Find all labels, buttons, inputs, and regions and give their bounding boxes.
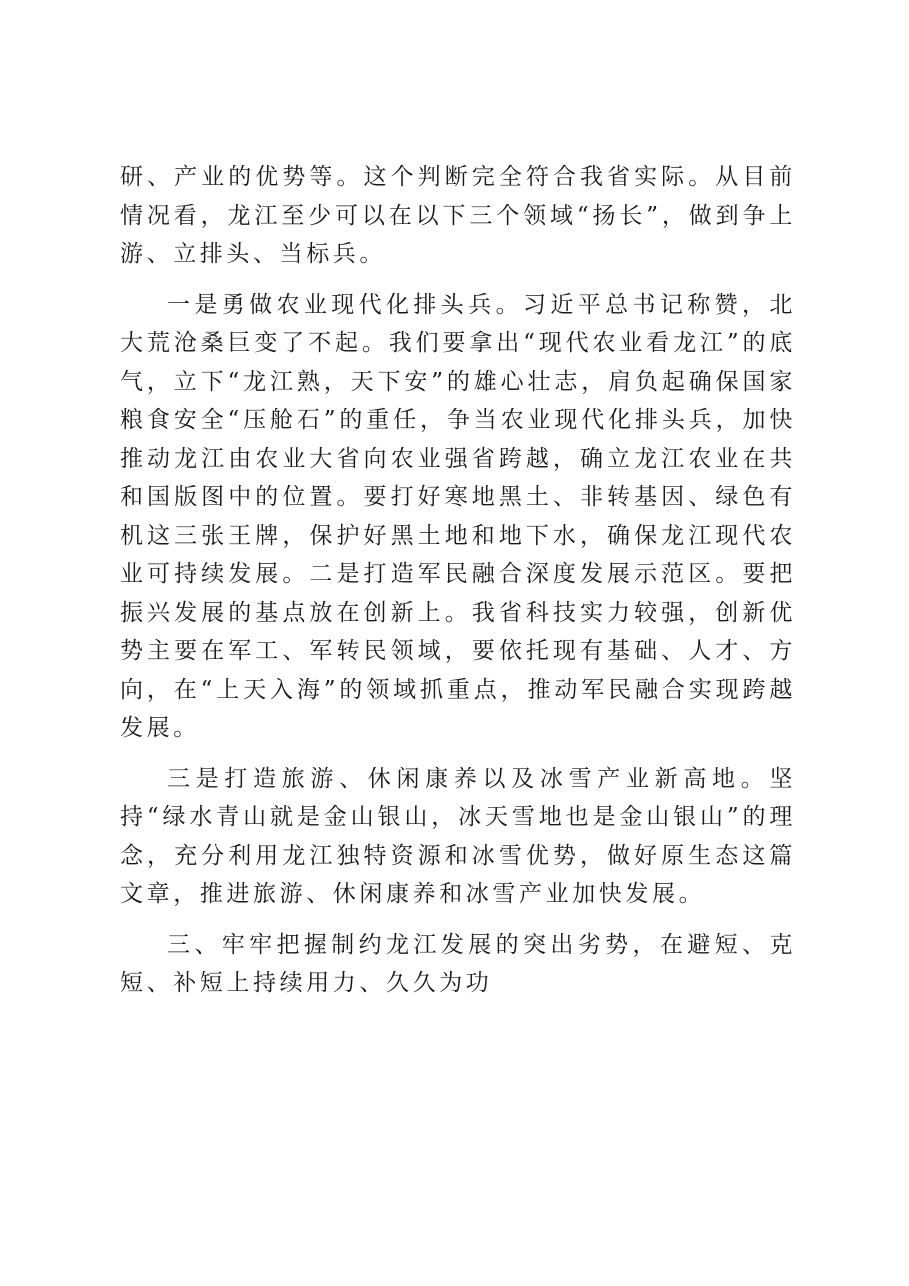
paragraph-tourism: 三是打造旅游、休闲康养以及冰雪产业新高地。坚持“绿水青山就是金山银山，冰天雪地也是金山银山”的理念，充分利用龙江独特资源和冰雪优势，做好原生态这篇文章，推进旅游、休闲康养和冰雪产业加快发展。 [120,765,796,907]
paragraph-agriculture: 一是勇做农业现代化排头兵。习近平总书记称赞，北大荒沧桑巨变了不起。我们要拿出“现代农业看龙江”的底气，立下“龙江熟，天下安”的雄心壮志，肩负起确保国家粮食安全“压舱石”的重任，争当农业现代化排头兵，加快推动龙江由农业大省向农业强省跨越，确立龙江农业在共和国版图中的位置。要打好寒地黑土、非转基因、绿色有机这三张王牌，保护好黑土地和地下水，确保龙江现代农业可持续发展。二是打造军民融合深度发展示范区。要把振兴发展的基点放在创新上。我省科技实力较强，创新优势主要在军工、军转民领域，要依托现有基础、人才、方向，在“上天入海”的领域抓重点，推动军民融合实现跨越发展。 [120,291,796,741]
document-page [120,158,796,1003]
paragraph-continuation: 研、产业的优势等。这个判断完全符合我省实际。从目前情况看，龙江至少可以在以下三个领域“扬长”，做到争上游、立排头、当标兵。 [120,164,796,267]
section-heading-three: 三、牢牢把握制约龙江发展的突出劣势，在避短、克短、补短上持续用力、久久为功 [120,931,796,996]
